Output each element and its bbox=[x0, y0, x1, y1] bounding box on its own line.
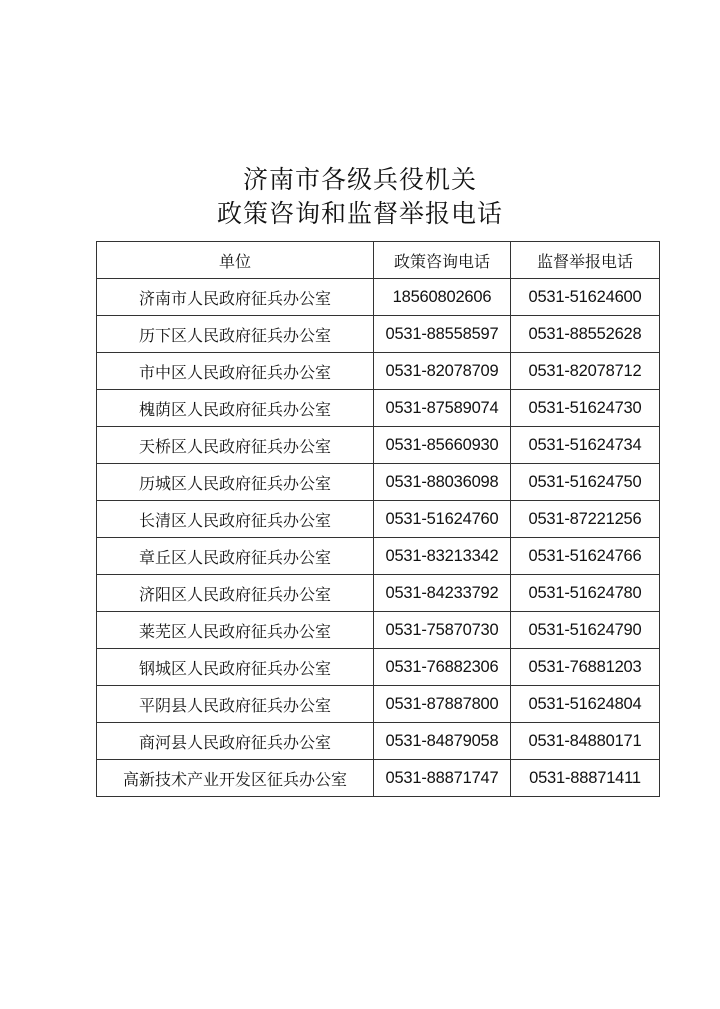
unit-cell: 莱芜区人民政府征兵办公室 bbox=[97, 612, 374, 649]
report-phone-cell: 0531-51624600 bbox=[511, 279, 660, 316]
unit-cell: 天桥区人民政府征兵办公室 bbox=[97, 427, 374, 464]
unit-cell: 高新技术产业开发区征兵办公室 bbox=[97, 760, 374, 797]
report-phone-cell: 0531-84880171 bbox=[511, 723, 660, 760]
unit-cell: 平阴县人民政府征兵办公室 bbox=[97, 686, 374, 723]
table-row bbox=[97, 649, 660, 686]
unit-cell: 济阳区人民政府征兵办公室 bbox=[97, 575, 374, 612]
table-row bbox=[97, 501, 660, 538]
report-phone-cell: 0531-51624790 bbox=[511, 612, 660, 649]
report-phone-cell: 0531-51624750 bbox=[511, 464, 660, 501]
unit-cell: 市中区人民政府征兵办公室 bbox=[97, 353, 374, 390]
table-row bbox=[97, 612, 660, 649]
document-title-line-1: 济南市各级兵役机关 bbox=[242, 165, 477, 194]
report-phone-cell: 0531-82078712 bbox=[511, 353, 660, 390]
policy-phone-cell: 0531-84879058 bbox=[374, 723, 511, 760]
unit-cell: 济南市人民政府征兵办公室 bbox=[97, 279, 374, 316]
policy-phone-cell: 0531-85660930 bbox=[374, 427, 511, 464]
table-row bbox=[97, 575, 660, 612]
report-phone-cell: 0531-51624804 bbox=[511, 686, 660, 723]
header-unit: 单位 bbox=[97, 242, 374, 279]
report-phone-cell: 0531-51624730 bbox=[511, 390, 660, 427]
policy-phone-cell: 0531-75870730 bbox=[374, 612, 511, 649]
policy-phone-cell: 0531-83213342 bbox=[374, 538, 511, 575]
report-phone-cell: 0531-88871411 bbox=[511, 760, 660, 797]
policy-phone-cell: 0531-88871747 bbox=[374, 760, 511, 797]
report-phone-cell: 0531-51624766 bbox=[511, 538, 660, 575]
policy-phone-cell: 18560802606 bbox=[374, 279, 511, 316]
policy-phone-cell: 0531-88558597 bbox=[374, 316, 511, 353]
unit-cell: 钢城区人民政府征兵办公室 bbox=[97, 649, 374, 686]
report-phone-cell: 0531-87221256 bbox=[511, 501, 660, 538]
table-row bbox=[97, 427, 660, 464]
unit-cell: 商河县人民政府征兵办公室 bbox=[97, 723, 374, 760]
policy-phone-cell: 0531-51624760 bbox=[374, 501, 511, 538]
report-phone-cell: 0531-76881203 bbox=[511, 649, 660, 686]
table-row bbox=[97, 390, 660, 427]
table-row bbox=[97, 279, 660, 316]
policy-phone-cell: 0531-87887800 bbox=[374, 686, 511, 723]
report-phone-cell: 0531-88552628 bbox=[511, 316, 660, 353]
policy-phone-cell: 0531-84233792 bbox=[374, 575, 511, 612]
table-row bbox=[97, 464, 660, 501]
table-row bbox=[97, 760, 660, 797]
policy-phone-cell: 0531-76882306 bbox=[374, 649, 511, 686]
table-row bbox=[97, 723, 660, 760]
unit-cell: 历城区人民政府征兵办公室 bbox=[97, 464, 374, 501]
header-policy-phone: 政策咨询电话 bbox=[374, 242, 511, 279]
unit-cell: 槐荫区人民政府征兵办公室 bbox=[97, 390, 374, 427]
report-phone-cell: 0531-51624734 bbox=[511, 427, 660, 464]
report-phone-cell: 0531-51624780 bbox=[511, 575, 660, 612]
table-header-row bbox=[97, 242, 660, 279]
contact-table bbox=[96, 241, 660, 797]
document-title-line-2: 政策咨询和监督举报电话 bbox=[216, 199, 503, 228]
table-row bbox=[97, 353, 660, 390]
table-row bbox=[97, 686, 660, 723]
policy-phone-cell: 0531-88036098 bbox=[374, 464, 511, 501]
unit-cell: 长清区人民政府征兵办公室 bbox=[97, 501, 374, 538]
policy-phone-cell: 0531-82078709 bbox=[374, 353, 511, 390]
unit-cell: 章丘区人民政府征兵办公室 bbox=[97, 538, 374, 575]
table-row bbox=[97, 316, 660, 353]
policy-phone-cell: 0531-87589074 bbox=[374, 390, 511, 427]
unit-cell: 历下区人民政府征兵办公室 bbox=[97, 316, 374, 353]
table-row bbox=[97, 538, 660, 575]
header-report-phone: 监督举报电话 bbox=[511, 242, 660, 279]
